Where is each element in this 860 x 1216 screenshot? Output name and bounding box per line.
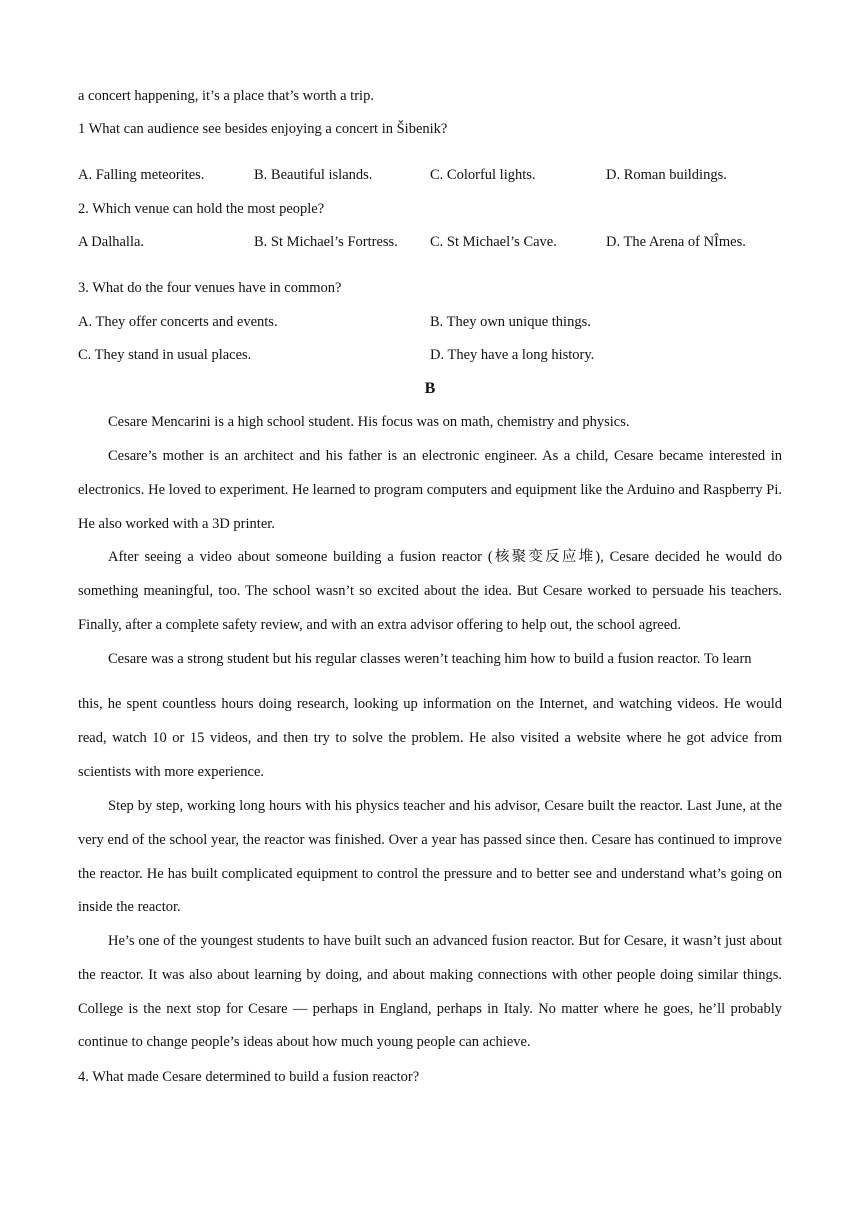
question-1-stem: 1 What can audience see besides enjoying a concert in Šibenik? — [78, 121, 448, 137]
q3-option-d: D. They have a long history. — [430, 347, 595, 363]
q2-option-a: A Dalhalla. — [78, 234, 145, 250]
passage-b-paragraph-5: Step by step, working long hours with his physics teacher and his advisor, Cesare built the reactor. Last June, at the very end of the school year, the reactor was finished. Over a year has passed since then. Cesare has continued to improve the reactor. He has built complicated equipment to control the pressure and to better see and understand what’s going on inside the reactor. — [78, 798, 782, 916]
question-2-stem: 2. Which venue can hold the most people? — [78, 201, 325, 217]
q1-option-d: D. Roman buildings. — [606, 167, 727, 183]
question-4-stem: 4. What made Cesare determined to build a fusion reactor? — [78, 1069, 420, 1085]
q2-option-d: D. The Arena of NÎmes. — [606, 234, 746, 250]
passage-b-paragraph-2: Cesare’s mother is an architect and his father is an electronic engineer. As a child, Cesare became interested in electronics. He loved to experiment. He learned to program computers and equipment like the Arduino and Raspberry Pi. He also worked with a 3D printer. — [78, 448, 782, 532]
section-b-heading: B — [424, 380, 436, 397]
q3-option-b: B. They own unique things. — [430, 314, 591, 330]
q3-option-c: C. They stand in usual places. — [78, 347, 252, 363]
passage-a-closing-line: a concert happening, it’s a place that’s worth a trip. — [78, 88, 374, 104]
q1-option-c: C. Colorful lights. — [430, 167, 536, 183]
question-3-stem: 3. What do the four venues have in common? — [78, 280, 342, 296]
passage-b-paragraph-1: Cesare Mencarini is a high school student. His focus was on math, chemistry and physics. — [108, 414, 630, 430]
passage-b-paragraph-4-start: Cesare was a strong student but his regular classes weren’t teaching him how to build a fusion reactor. To learn — [108, 651, 752, 667]
q1-option-b: B. Beautiful islands. — [254, 167, 373, 183]
q2-option-b: B. St Michael’s Fortress. — [254, 234, 398, 250]
q3-option-a: A. They offer concerts and events. — [78, 314, 278, 330]
passage-b-paragraph-3: After seeing a video about someone building a fusion reactor (核聚变反应堆), Cesare decided he would do something meaningful, too. The school wasn’t so excited about the idea. But Cesare worked to persuade his teachers. Finally, after a complete safety review, and with an extra advisor offering to help out, the school agreed. — [78, 549, 782, 633]
passage-b-paragraph-4-continued: this, he spent countless hours doing research, looking up information on the Internet, and watching videos. He would read, watch 10 or 15 videos, and then try to solve the problem. He also visited a website where he got advice from scientists with more experience. — [78, 696, 782, 780]
q1-option-a: A. Falling meteorites. — [78, 167, 205, 183]
q2-option-c: C. St Michael’s Cave. — [430, 234, 557, 250]
passage-b-paragraph-6: He’s one of the youngest students to have built such an advanced fusion reactor. But for Cesare, it wasn’t just about the reactor. It was also about learning by doing, and about making connections with other people doing similar things. College is the next stop for Cesare — perhaps in England, perhaps in Italy. No matter where he goes, he’ll probably continue to change people’s ideas about how much young people can achieve. — [78, 933, 782, 1051]
